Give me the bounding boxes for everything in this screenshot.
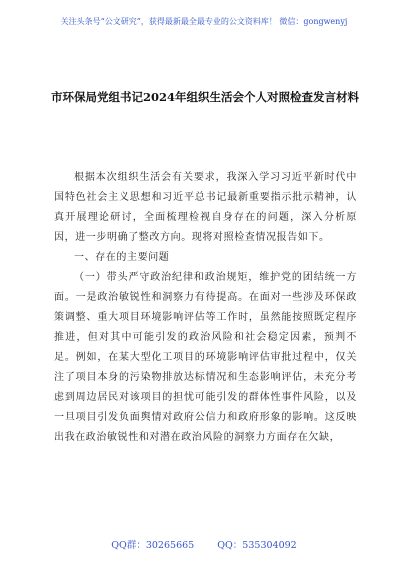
- intro-paragraph: 根据本次组织生活会有关要求，我深入学习习近平新时代中国特色社会主义思想和习近平总书记最新重要指示批示精神，认真开展理论研讨，全面梳理检视自身存在的问题，深入分析原因，进一步明确了整改方向。现将对照检查情况报告如下。: [54, 172, 357, 243]
- promo-banner: 关注头条号“公文研究”，获得最新最全最专业的公文资料库！ 微信：gongwenyj: [60, 17, 348, 26]
- document-title: 市环保局党组书记2024年组织生活会个人对照检查发言材料: [50, 90, 359, 104]
- section-heading: 一、存在的主要问题: [74, 252, 170, 263]
- qq-contact-text: QQ：535304092: [217, 540, 297, 551]
- qq-group-text: QQ群：30265665: [111, 540, 195, 551]
- contact-footer: [0, 539, 408, 553]
- document-body: [54, 168, 357, 448]
- body-paragraph: （一）带头严守政治纪律和政治规矩，维护党的团结统一方面。一是政治敏锐性和洞察力有待提高。在面对一些涉及环保政策调整、重大项目环境影响评估等工作时，虽然能按照既定程序推进，但对其中可能引发的政治风险和社会稳定因素，预判不足。例如，在某大型化工项目的环境影响评估审批过程中，仅关注了项目本身的污染物排放达标情况和生态影响评估，未充分考虑到周边居民对该项目的担忧可能引发的群体性事件风险，以及一旦项目引发负面舆情对政府公信力和政府形象的影响。这反映出我在政治敏锐性和对潜在政治风险的洞察力方面存在欠缺，: [54, 272, 357, 443]
